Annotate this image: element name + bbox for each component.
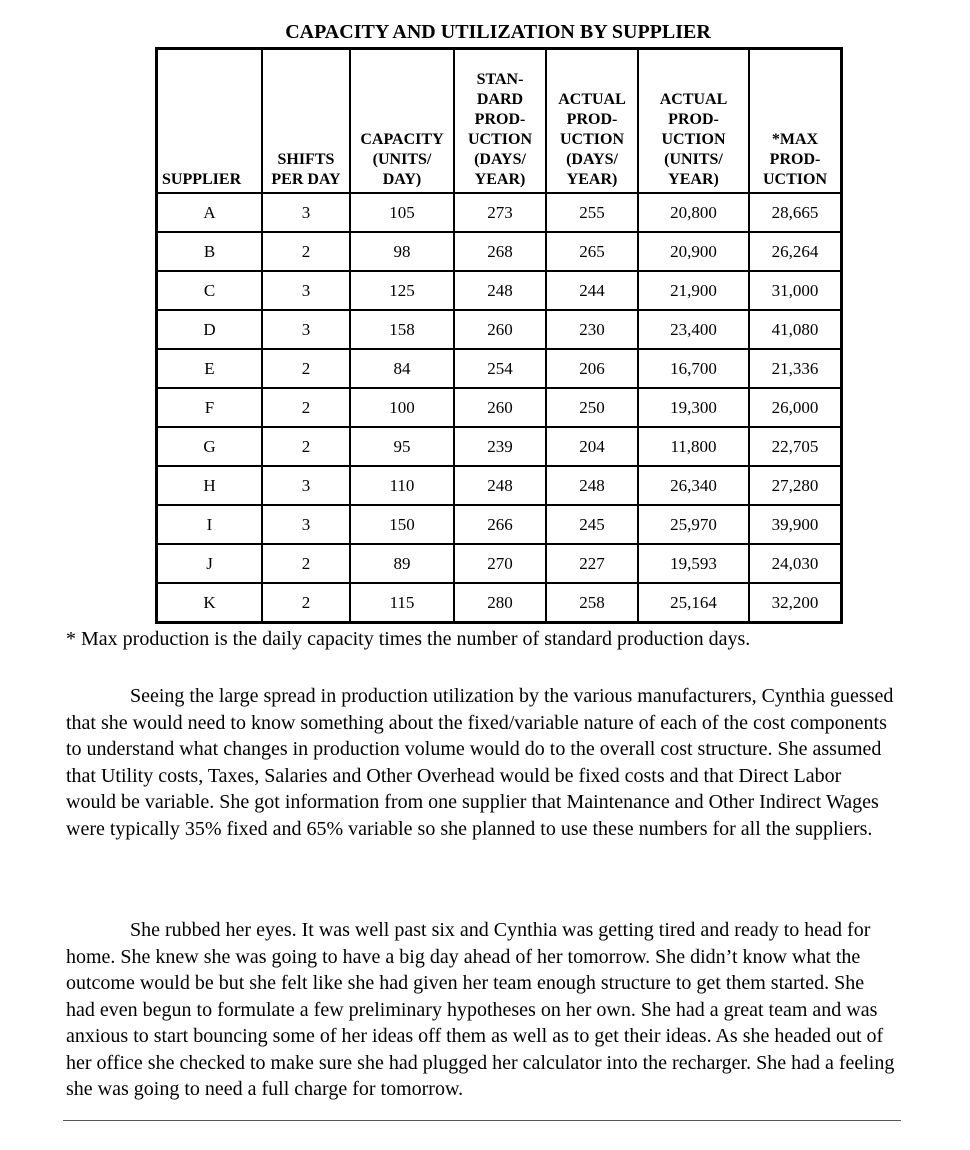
table-cell: 115 bbox=[350, 583, 454, 623]
table-cell: 258 bbox=[546, 583, 638, 623]
table-cell: 248 bbox=[454, 466, 546, 505]
table-cell: 21,336 bbox=[749, 349, 842, 388]
page-divider bbox=[63, 1120, 901, 1121]
table-cell: 239 bbox=[454, 427, 546, 466]
table-row bbox=[157, 505, 842, 544]
table-cell: 19,300 bbox=[638, 388, 749, 427]
table-cell: 21,900 bbox=[638, 271, 749, 310]
table-cell: 260 bbox=[454, 310, 546, 349]
table-cell: 19,593 bbox=[638, 544, 749, 583]
table-cell: 204 bbox=[546, 427, 638, 466]
table-cell: G bbox=[157, 427, 263, 466]
table-cell: 254 bbox=[454, 349, 546, 388]
table-row bbox=[157, 193, 842, 232]
table-cell: 84 bbox=[350, 349, 454, 388]
table-cell: J bbox=[157, 544, 263, 583]
table-cell: 110 bbox=[350, 466, 454, 505]
table-cell: 250 bbox=[546, 388, 638, 427]
table-row bbox=[157, 583, 842, 623]
column-header: SUPPLIER bbox=[157, 49, 263, 194]
table-cell: 3 bbox=[262, 505, 350, 544]
table-cell: 20,900 bbox=[638, 232, 749, 271]
table-cell: 27,280 bbox=[749, 466, 842, 505]
table-row bbox=[157, 427, 842, 466]
table-cell: H bbox=[157, 466, 263, 505]
table-cell: 16,700 bbox=[638, 349, 749, 388]
table-cell: I bbox=[157, 505, 263, 544]
table-row bbox=[157, 232, 842, 271]
paragraph-1: Seeing the large spread in production utilization by the various manufacturers, Cynthia guessed that she would need to know something about the fixed/variable nature of each of the cost components to understand what changes in production volume would do to the overall cost structure. She assumed that Utility costs, Taxes, Salaries and Other Overhead would be fixed costs and that Direct Labor would be variable. She got information from one supplier that Maintenance and Other Indirect Wages were typically 35% fixed and 65% variable so she planned to use these numbers for all the suppliers. bbox=[66, 685, 894, 840]
table-cell: 100 bbox=[350, 388, 454, 427]
table-cell: 230 bbox=[546, 310, 638, 349]
table-cell: 11,800 bbox=[638, 427, 749, 466]
table-cell: 2 bbox=[262, 232, 350, 271]
table-cell: 2 bbox=[262, 349, 350, 388]
table-cell: 31,000 bbox=[749, 271, 842, 310]
table-cell: 245 bbox=[546, 505, 638, 544]
table-cell: 26,340 bbox=[638, 466, 749, 505]
header-row bbox=[157, 49, 842, 194]
table-cell: 3 bbox=[262, 193, 350, 232]
table-cell: 20,800 bbox=[638, 193, 749, 232]
capacity-table bbox=[155, 47, 843, 624]
table-row bbox=[157, 349, 842, 388]
table-cell: B bbox=[157, 232, 263, 271]
table-title: CAPACITY AND UTILIZATION BY SUPPLIER bbox=[285, 21, 711, 43]
table-row bbox=[157, 466, 842, 505]
table-cell: 24,030 bbox=[749, 544, 842, 583]
table-cell: 244 bbox=[546, 271, 638, 310]
table-cell: 268 bbox=[454, 232, 546, 271]
table-cell: 248 bbox=[546, 466, 638, 505]
paragraph-2: She rubbed her eyes. It was well past six and Cynthia was getting tired and ready to head for home. She knew she was going to have a big day ahead of her tomorrow. She didn’t know what the outcome would be but she felt like she had given her team enough structure to get them started. She had even begun to formulate a few preliminary hypotheses on her own. She had a great team and was anxious to start bouncing some of her ideas off them as well as to get their ideas. As she headed out of her office she checked to make sure she had plugged her calculator into the recharger. She had a feeling she was going to need a full charge for tomorrow. bbox=[66, 919, 895, 1100]
column-header: ACTUAL PROD- UCTION (UNITS/ YEAR) bbox=[638, 49, 749, 194]
table-cell: K bbox=[157, 583, 263, 623]
table-cell: E bbox=[157, 349, 263, 388]
table-cell: 3 bbox=[262, 310, 350, 349]
table-row bbox=[157, 310, 842, 349]
column-header: SHIFTS PER DAY bbox=[262, 49, 350, 194]
table-cell: 32,200 bbox=[749, 583, 842, 623]
table-cell: 270 bbox=[454, 544, 546, 583]
table-cell: 39,900 bbox=[749, 505, 842, 544]
column-header: CAPACITY (UNITS/ DAY) bbox=[350, 49, 454, 194]
table-cell: 23,400 bbox=[638, 310, 749, 349]
table-cell: 2 bbox=[262, 544, 350, 583]
table-cell: 248 bbox=[454, 271, 546, 310]
table-cell: 25,970 bbox=[638, 505, 749, 544]
table-cell: 26,264 bbox=[749, 232, 842, 271]
table-cell: 41,080 bbox=[749, 310, 842, 349]
table-cell: 125 bbox=[350, 271, 454, 310]
table-cell: A bbox=[157, 193, 263, 232]
table-cell: 26,000 bbox=[749, 388, 842, 427]
table-cell: 255 bbox=[546, 193, 638, 232]
table-row bbox=[157, 388, 842, 427]
table-cell: 2 bbox=[262, 583, 350, 623]
column-header: ACTUAL PROD- UCTION (DAYS/ YEAR) bbox=[546, 49, 638, 194]
table-cell: 227 bbox=[546, 544, 638, 583]
footnote: * Max production is the daily capacity times the number of standard production days. bbox=[66, 628, 751, 650]
table-row bbox=[157, 271, 842, 310]
column-header: STAN- DARD PROD- UCTION (DAYS/ YEAR) bbox=[454, 49, 546, 194]
table-cell: 266 bbox=[454, 505, 546, 544]
table-cell: F bbox=[157, 388, 263, 427]
table-cell: D bbox=[157, 310, 263, 349]
table-cell: 265 bbox=[546, 232, 638, 271]
table-cell: 280 bbox=[454, 583, 546, 623]
table-cell: 28,665 bbox=[749, 193, 842, 232]
table-row bbox=[157, 544, 842, 583]
table-cell: 22,705 bbox=[749, 427, 842, 466]
table-cell: 2 bbox=[262, 427, 350, 466]
table-cell: 158 bbox=[350, 310, 454, 349]
column-header: *MAX PROD- UCTION bbox=[749, 49, 842, 194]
table-cell: C bbox=[157, 271, 263, 310]
table-cell: 150 bbox=[350, 505, 454, 544]
table-cell: 260 bbox=[454, 388, 546, 427]
table-cell: 25,164 bbox=[638, 583, 749, 623]
table-cell: 95 bbox=[350, 427, 454, 466]
table-cell: 206 bbox=[546, 349, 638, 388]
table-cell: 3 bbox=[262, 466, 350, 505]
table-cell: 89 bbox=[350, 544, 454, 583]
table-cell: 2 bbox=[262, 388, 350, 427]
table-cell: 273 bbox=[454, 193, 546, 232]
table-cell: 98 bbox=[350, 232, 454, 271]
table-cell: 105 bbox=[350, 193, 454, 232]
table-cell: 3 bbox=[262, 271, 350, 310]
